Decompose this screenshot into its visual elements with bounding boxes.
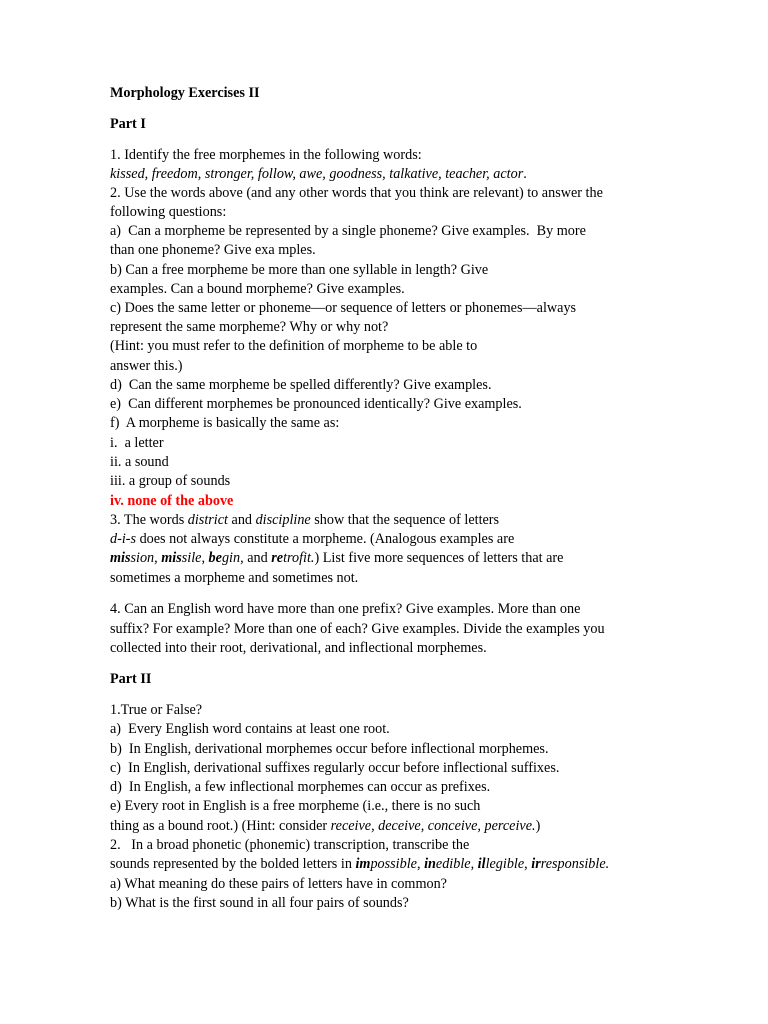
q3-begin-bold: be	[208, 550, 222, 566]
p2-e-examples: receive, deceive, conceive, perceive.	[330, 818, 536, 834]
q3-text-b: and	[227, 512, 256, 528]
q3-sep-3: , and	[240, 550, 272, 566]
part-one-heading: Part I	[110, 116, 146, 132]
option-ii: ii. a sound	[110, 454, 169, 470]
subquestion-a-line-1: a) Can a morpheme be represented by a single phoneme? Give examples. By more	[110, 223, 586, 239]
question-3-line-1	[110, 511, 499, 530]
question-4-line-1: 4. Can an English word have more than one prefix? Give examples. More than one	[110, 601, 581, 617]
q3-retrofit-bold: re	[271, 550, 284, 566]
p2-inedible-bold: in	[424, 856, 436, 872]
subquestion-e: e) Can different morphemes be pronounced identically? Give examples.	[110, 396, 522, 412]
question-3-line-2	[110, 530, 514, 549]
subquestion-c-line-1: c) Does the same letter or phoneme—or sequence of letters or phonemes—always	[110, 300, 577, 316]
q3-line-3-text: ) List five more sequences of letters that are	[314, 550, 564, 566]
q3-example-begin	[209, 550, 241, 566]
part-2-question-2a: a) What meaning do these pairs of letters have in common?	[110, 876, 447, 892]
q3-word-district: district	[187, 512, 228, 528]
q3-example-mission	[110, 550, 154, 566]
p2-e-text-b: )	[535, 818, 541, 834]
q3-missile-bold: mis	[161, 550, 182, 566]
option-i: i. a letter	[110, 435, 164, 451]
p2-inedible-rest: edible	[435, 856, 471, 872]
p2-word-illegible	[478, 856, 525, 872]
p2-q2-text: sounds represented by the bolded letters in	[110, 856, 356, 872]
subquestion-c-hint-1: (Hint: you must refer to the definition of morpheme to be able to	[110, 338, 478, 354]
q3-mission-rest: sion	[130, 550, 155, 566]
q3-begin-rest: gin	[221, 550, 241, 566]
question-2-line-1: 2. Use the words above (and any other words that you think are relevant) to answer the	[110, 185, 603, 201]
option-iv-answer: iv. none of the above	[110, 493, 234, 509]
word-list-period: .	[523, 166, 527, 182]
subquestion-a-line-2: than one phoneme? Give exa mples.	[110, 242, 316, 258]
p2-e-text-a: thing as a bound root.) (Hint: consider	[110, 818, 331, 834]
p2-word-irresponsible	[531, 856, 609, 872]
part-2-statement-e-line-2	[110, 817, 540, 836]
part-2-question-1: 1.True or False?	[110, 702, 203, 718]
part-2-statement-a: a) Every English word contains at least one root.	[110, 721, 390, 737]
q3-retrofit-rest: trofit.	[283, 550, 315, 566]
part-2-question-2b: b) What is the first sound in all four pairs of sounds?	[110, 895, 409, 911]
subquestion-c-hint-2: answer this.)	[110, 358, 183, 374]
q3-line-2-text: does not always constitute a morpheme. (Analogous examples are	[136, 531, 515, 547]
p2-sep-2: ,	[470, 856, 478, 872]
p2-word-impossible	[355, 856, 417, 872]
part-2-statement-e-line-1: e) Every root in English is a free morpheme (i.e., there is no such	[110, 798, 481, 814]
option-iii: iii. a group of sounds	[110, 473, 231, 489]
part-2-statement-b: b) In English, derivational morphemes occur before inflectional morphemes.	[110, 741, 549, 757]
subquestion-b-line-2: examples. Can a bound morpheme? Give examples.	[110, 281, 405, 297]
p2-impossible-rest: possible	[370, 856, 417, 872]
part-2-question-2-line-1: 2. In a broad phonetic (phonemic) transcription, transcribe the	[110, 837, 470, 853]
p2-illegible-rest: legible	[485, 856, 525, 872]
part-2-statement-d: d) In English, a few inflectional morphemes can occur as prefixes.	[110, 779, 491, 795]
subquestion-d: d) Can the same morpheme be spelled differently? Give examples.	[110, 377, 492, 393]
subquestion-f: f) A morpheme is basically the same as:	[110, 415, 340, 431]
p2-illegible-bold: il	[477, 856, 486, 872]
q3-dis-sequence: d-i-s	[110, 531, 137, 547]
word-list-text: kissed, freedom, stronger, follow, awe, goodness, talkative, teacher, actor	[110, 166, 524, 182]
subquestion-c-line-2: represent the same morpheme? Why or why not?	[110, 319, 389, 335]
question-2-line-2: following questions:	[110, 204, 227, 220]
p2-irresponsible-bold: ir	[531, 856, 541, 872]
q3-example-missile	[161, 550, 201, 566]
question-1-stem: 1. Identify the free morphemes in the following words:	[110, 147, 422, 163]
p2-sep-3: ,	[524, 856, 532, 872]
q3-mission-bold: mis	[110, 550, 131, 566]
part-2-question-2-line-2	[110, 855, 609, 874]
q3-word-discipline: discipline	[255, 512, 311, 528]
question-4-line-2: suffix? For example? More than one of each? Give examples. Divide the examples you	[110, 621, 605, 637]
part-two-heading: Part II	[110, 671, 152, 687]
subquestion-b-line-1: b) Can a free morpheme be more than one syllable in length? Give	[110, 262, 489, 278]
document-title: Morphology Exercises II	[110, 85, 260, 101]
q3-text-c: show that the sequence of letters	[310, 512, 500, 528]
question-3-line-3	[110, 549, 563, 568]
q3-missile-rest: sile	[181, 550, 202, 566]
p2-impossible-bold: im	[355, 856, 371, 872]
q3-sep-2: ,	[201, 550, 209, 566]
part-2-statement-c: c) In English, derivational suffixes regularly occur before inflectional suffixes.	[110, 760, 560, 776]
p2-word-inedible	[424, 856, 471, 872]
q3-example-retrofit	[271, 550, 314, 566]
p2-sep-1: ,	[416, 856, 425, 872]
q3-text-a: 3. The words	[110, 512, 188, 528]
q3-sep-1: ,	[154, 550, 162, 566]
p2-irresponsible-rest: responsible.	[540, 856, 610, 872]
question-1-word-list	[110, 165, 527, 184]
question-4-line-3: collected into their root, derivational, and inflectional morphemes.	[110, 640, 487, 656]
question-3-line-4: sometimes a morpheme and sometimes not.	[110, 570, 359, 586]
